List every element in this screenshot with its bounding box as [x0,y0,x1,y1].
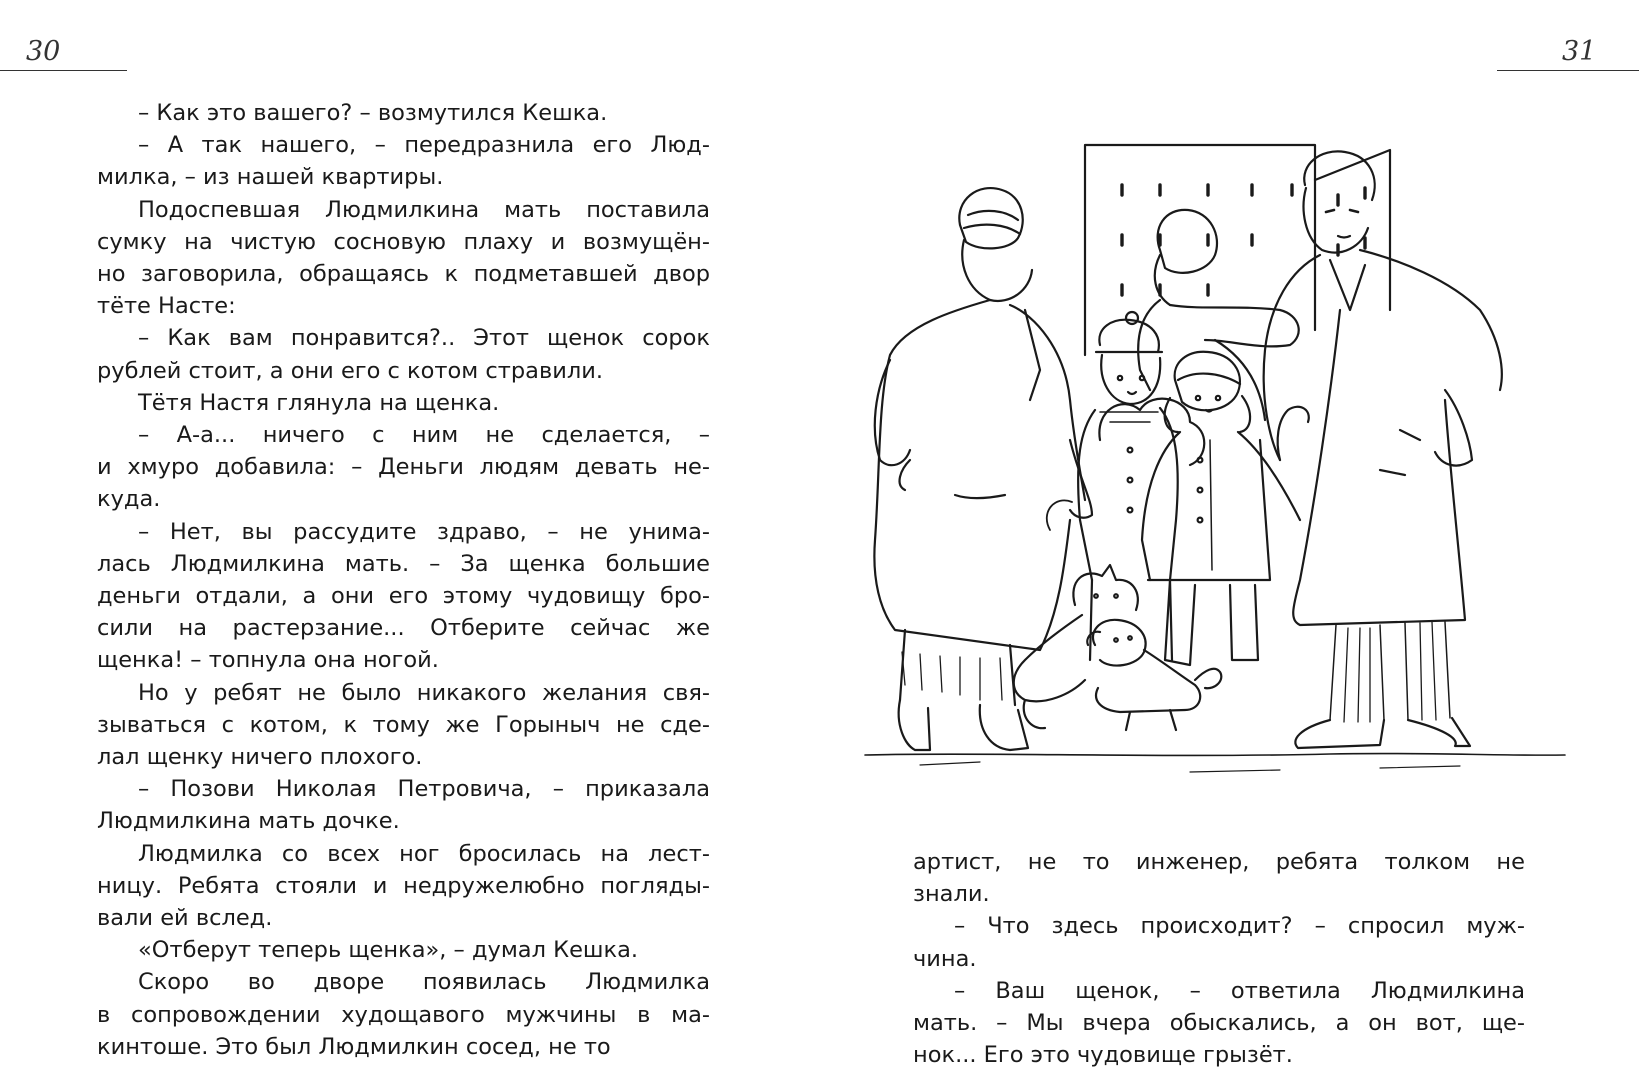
text-line: – Как это вашего? – возмутился Кешка. [138,100,608,126]
text-line: ницу. Ребята стояли и недружелюбно погляды- [97,872,710,899]
illustration [860,140,1570,805]
paragraph [97,97,710,129]
paragraph [97,838,710,935]
text-line: деньги отдали, а они его этому чудовищу бро- [97,583,710,610]
text-line: – Что здесь происходит? – спросил муж- [954,913,1525,940]
text-line: – А-а... ничего с ним не сделается, – [138,422,710,449]
text-line: зываться с котом, к тому же Горыныч не сде- [97,711,710,738]
page-number-left: 30 [26,36,61,67]
paragraph [97,387,710,419]
text-line: вали ей вслед. [97,905,273,932]
header-rule-right [1497,70,1639,71]
text-line: лал щенку ничего плохого. [97,744,423,771]
paragraph [97,194,710,323]
paragraph [97,516,710,677]
text-line: Скоро во дворе появилась Людмилка [138,969,710,996]
text-line: мать. – Мы вчера обыскались, а он вот, ще- [913,1010,1525,1037]
text-line: Но у ребят не было никакого желания свя- [138,679,710,706]
text-line: – Как вам понравится?.. Этот щенок сорок [138,325,710,352]
paragraph [97,934,710,966]
text-line: Людмилкина мать дочке. [97,808,400,835]
paragraph [913,910,1525,974]
header-rule-left [0,70,127,71]
text-line: – А так нашего, – передразнила его Люд- [138,132,710,159]
text-line: лась Людмилкина мать. – За щенка большие [97,550,710,577]
paragraph [97,322,710,386]
text-line: кинтоше. Это был Людмилкин сосед, не то [97,1033,611,1060]
text-line: нок... Его это чудовище грызёт. [913,1042,1293,1069]
text-line: Людмилка со всех ног бросилась на лест- [138,840,710,867]
text-line: и хмуро добавила: – Деньги людям девать не- [97,454,710,481]
courtyard-scene-illustration [860,140,1570,805]
text-line: в сопровождении худощавого мужчины в ма- [97,1001,710,1028]
paragraph [913,975,1525,1072]
right-page-text [913,846,1525,1071]
text-line: артист, не то инженер, ребята толком не [913,849,1525,875]
paragraph [97,129,710,193]
text-line: но заговорила, обращаясь к подметавшей двор [97,261,710,288]
paragraph [97,419,710,516]
paragraph [97,966,710,1063]
text-line: рублей стоит, а они его с котом стравили. [97,357,603,384]
text-line: – Ваш щенок, – ответила Людмилкина [954,977,1525,1004]
text-line: знали. [913,881,990,908]
page-number-right: 31 [1562,36,1597,67]
text-line: тёте Насте: [97,293,236,320]
text-line: милка, – из нашей квартиры. [97,164,444,191]
paragraph [97,773,710,837]
text-line: щенка! – топнула она ногой. [97,647,439,674]
text-line: сумку на чистую сосновую плаху и возмущён- [97,228,710,255]
text-line: сили на растерзание... Отберите сейчас же [97,615,710,642]
text-line: – Нет, вы рассудите здраво, – не унима- [138,518,710,545]
text-line: куда. [97,486,161,513]
text-line: – Позови Николая Петровича, – приказала [138,776,710,803]
paragraph [913,846,1525,910]
text-line: Подоспевшая Людмилкина мать поставила [138,196,710,223]
text-line: Тётя Настя глянула на щенка. [138,389,500,416]
text-line: «Отберут теперь щенка», – думал Кешка. [138,937,639,964]
text-line: чина. [913,945,977,972]
paragraph [97,677,710,774]
left-page-text [97,97,710,1063]
